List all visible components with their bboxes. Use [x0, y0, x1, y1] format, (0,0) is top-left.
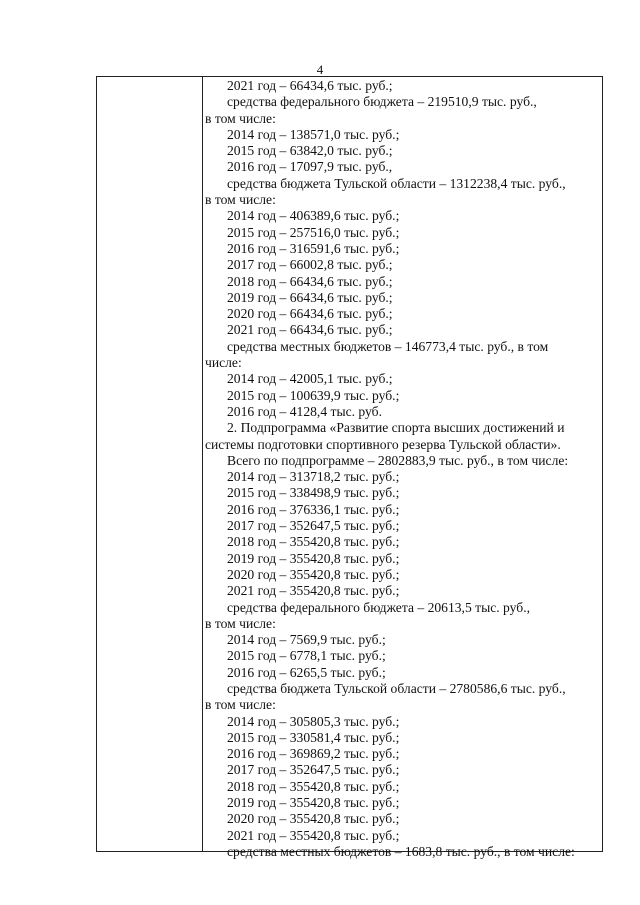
text-line: средства бюджета Тульской области – 1312238,4 тыс. руб.,: [227, 175, 566, 191]
text-line: числе:: [205, 355, 242, 371]
text-line: 2014 год – 7569,9 тыс. руб.;: [227, 632, 386, 648]
text-line: 2016 год – 369869,2 тыс. руб.;: [227, 746, 400, 762]
text-line: 2016 год – 376336,1 тыс. руб.;: [227, 501, 400, 517]
text-line: 2016 год – 4128,4 тыс. руб.: [227, 403, 382, 419]
text-line: 2020 год – 355420,8 тыс. руб.;: [227, 811, 400, 827]
text-line: 2018 год – 355420,8 тыс. руб.;: [227, 534, 400, 550]
text-line: 2015 год – 6778,1 тыс. руб.;: [227, 648, 386, 664]
text-line: 2014 год – 138571,0 тыс. руб.;: [227, 126, 400, 142]
text-line: 2016 год – 6265,5 тыс. руб.;: [227, 664, 386, 680]
text-line: 2014 год – 406389,6 тыс. руб.;: [227, 208, 400, 224]
text-line: 2019 год – 66434,6 тыс. руб.;: [227, 289, 393, 305]
text-line: 2020 год – 355420,8 тыс. руб.;: [227, 566, 400, 582]
text-line: 2019 год – 355420,8 тыс. руб.;: [227, 550, 400, 566]
page-number: 4: [316, 62, 324, 77]
text-line: 2015 год – 63842,0 тыс. руб.;: [227, 143, 393, 159]
text-line: 2015 год – 338498,9 тыс. руб.;: [227, 485, 400, 501]
text-line: в том числе:: [205, 192, 276, 208]
text-line: 2018 год – 355420,8 тыс. руб.;: [227, 778, 400, 794]
subprogram-title-cont: системы подготовки спортивного резерва Тульской области».: [205, 436, 561, 452]
text-line: в том числе:: [205, 697, 276, 713]
text-line: 2016 год – 316591,6 тыс. руб.;: [227, 240, 400, 256]
text-line: 2020 год – 66434,6 тыс. руб.;: [227, 306, 393, 322]
text-line: средства местных бюджетов – 146773,4 тыс. руб., в том: [227, 338, 549, 354]
column-divider: [202, 76, 203, 852]
text-line: средства федерального бюджета – 20613,5 тыс. руб.,: [227, 599, 531, 615]
text-line: 2015 год – 330581,4 тыс. руб.;: [227, 729, 400, 745]
text-line: 2019 год – 355420,8 тыс. руб.;: [227, 795, 400, 811]
text-line: в том числе:: [205, 615, 276, 631]
text-line: средства местных бюджетов – 1683,8 тыс. руб., в том числе:: [227, 843, 575, 859]
text-line: 2017 год – 66002,8 тыс. руб.;: [227, 257, 393, 273]
text-line: 2014 год – 42005,1 тыс. руб.;: [227, 371, 393, 387]
text-line: 2018 год – 66434,6 тыс. руб.;: [227, 273, 393, 289]
text-line: в том числе:: [205, 110, 276, 126]
text-line: 2021 год – 66434,6 тыс. руб.;: [227, 322, 393, 338]
text-line: 2015 год – 100639,9 тыс. руб.;: [227, 387, 400, 403]
text-line: 2017 год – 352647,5 тыс. руб.;: [227, 762, 400, 778]
text-line: 2017 год – 352647,5 тыс. руб.;: [227, 518, 400, 534]
financing-text: [205, 78, 600, 860]
text-line: 2021 год – 66434,6 тыс. руб.;: [227, 78, 393, 93]
text-line: средства бюджета Тульской области – 2780586,6 тыс. руб.,: [227, 680, 566, 696]
text-line: средства федерального бюджета – 219510,9 тыс. руб.,: [227, 94, 537, 110]
subprogram-total: Всего по подпрограмме – 2802883,9 тыс. руб., в том числе:: [227, 452, 569, 468]
subprogram-title: 2. Подпрограмма «Развитие спорта высших достижений и: [227, 420, 565, 436]
text-line: 2014 год – 313718,2 тыс. руб.;: [227, 469, 400, 485]
text-line: 2014 год – 305805,3 тыс. руб.;: [227, 713, 400, 729]
text-line: 2016 год – 17097,9 тыс. руб.,: [227, 159, 393, 175]
text-line: 2015 год – 257516,0 тыс. руб.;: [227, 224, 400, 240]
text-line: 2021 год – 355420,8 тыс. руб.;: [227, 827, 400, 843]
text-line: 2021 год – 355420,8 тыс. руб.;: [227, 583, 400, 599]
